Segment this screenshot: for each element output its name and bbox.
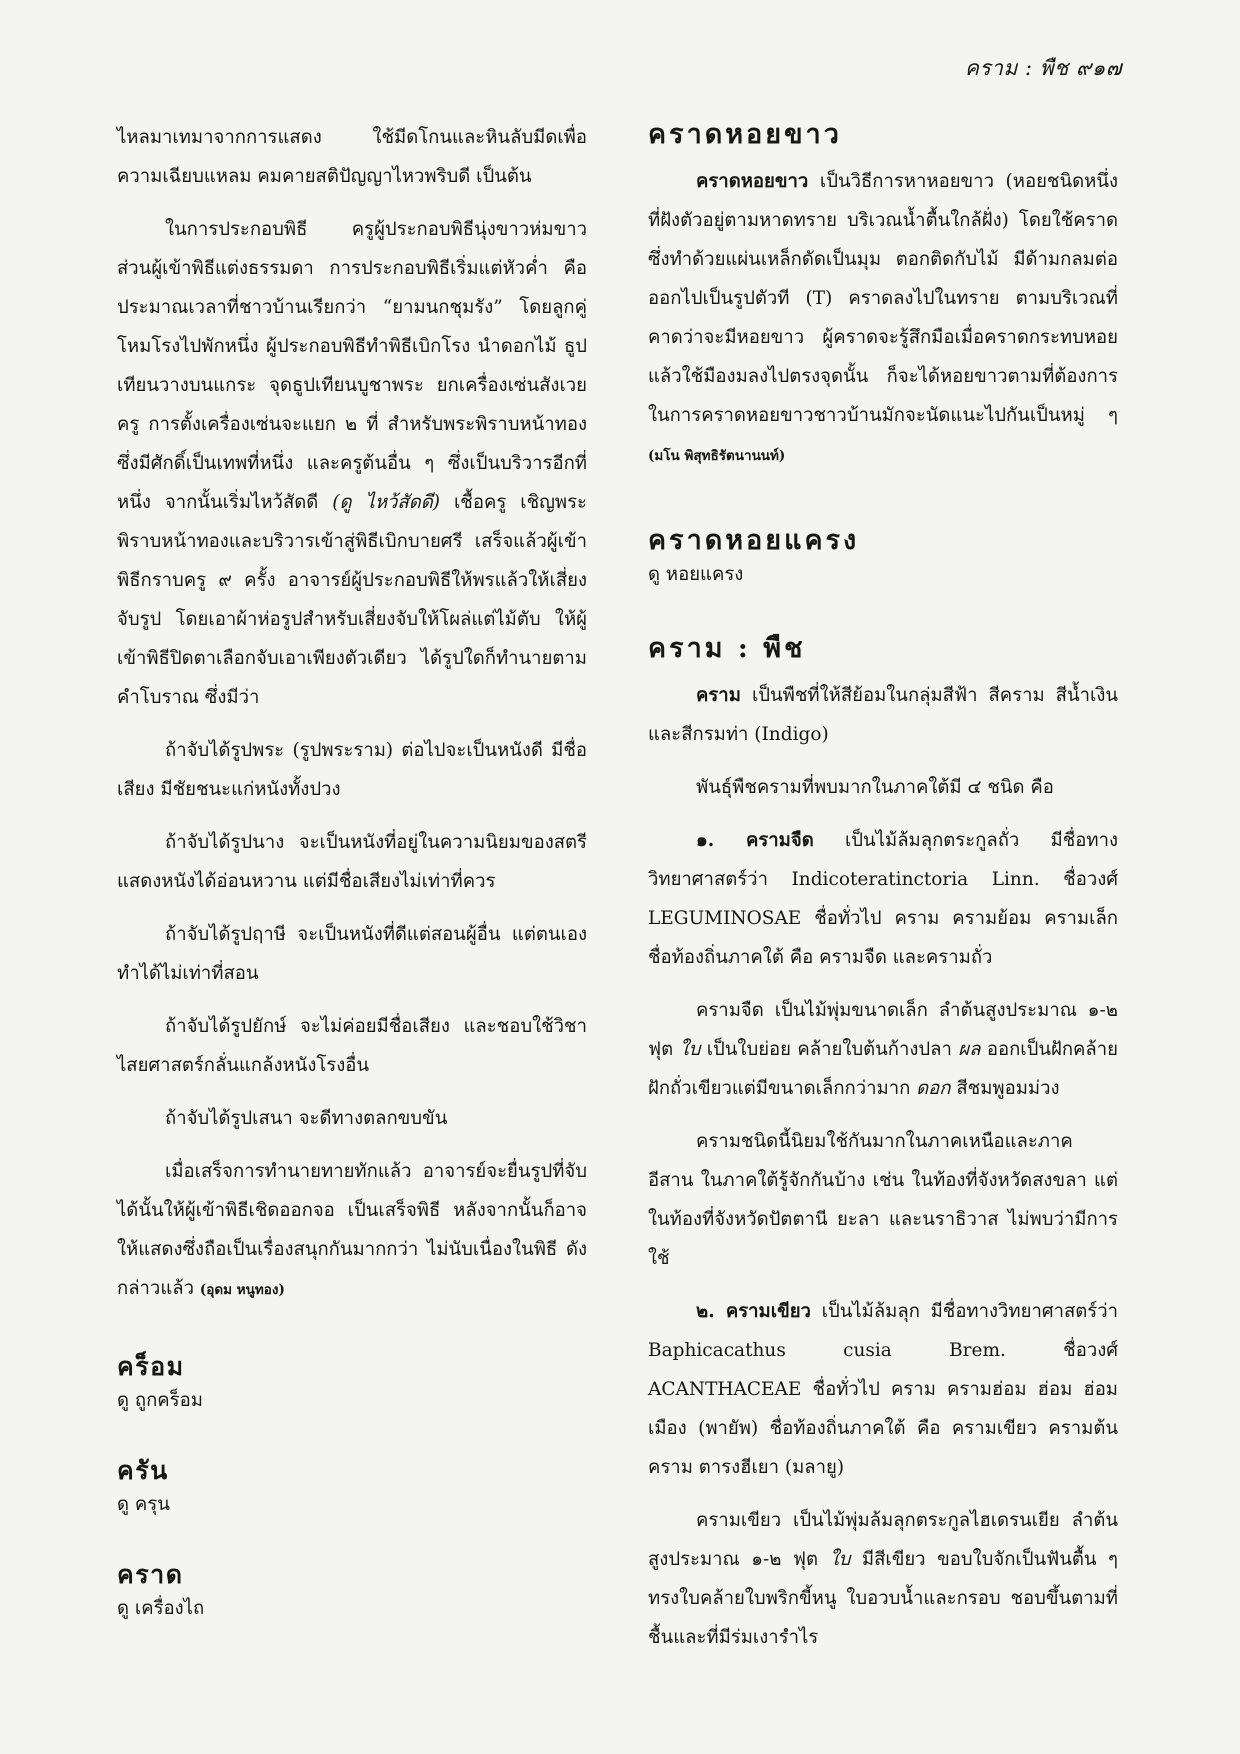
entry-heading-khrat-hoi-khao: คราดหอยขาว bbox=[648, 119, 842, 150]
paragraph: ถ้าจับได้รูปยักษ์ จะไม่ค่อยมีชื่อเสียง และชอบใช้วิชาไสยศาสตร์กลั่นแกล้งหนังโรงอื่น bbox=[117, 1016, 587, 1076]
see-also: ดู หอยแครง bbox=[648, 564, 744, 585]
paragraph: ๑. ครามจืด เป็นไม้ล้มลุกตระกูลถั่ว มีชื่อทางวิทยาศาสตร์ว่า Indicoteratinctoria Linn. ชื่อวงศ์ LEGUMINOSAE ชื่อทั่วไป คราม ครามย้อม ครามเล็ก ชื่อท้องถิ่นภาคใต้ คือ ครามจืด และครามถั่ว bbox=[648, 830, 1118, 968]
paragraph: พันธุ์พืชครามที่พบมากในภาคใต้มี ๔ ชนิด คือ bbox=[696, 777, 1054, 798]
entry-heading-krat: คราด bbox=[117, 1560, 184, 1589]
entry-term: คราม bbox=[696, 685, 741, 706]
right-column bbox=[648, 118, 1118, 1671]
left-column bbox=[117, 118, 587, 1626]
paragraph: ครามเขียว เป็นไม้พุ่มล้มลุกตระกูลไฮเดรนเยีย ลำต้นสูงประมาณ ๑-๒ ฟุต ใบ มีสีเขียว ขอบใบจักเป็นฟันตื้น ๆ ทรงใบคล้ายใบพริกขี้หนู ใบอวบน้ำและกรอบ ชอบขึ้นตามที่ชื้นและที่มีร่มเงารำไร bbox=[648, 1510, 1118, 1648]
cross-reference: (ดู ไหว้สัดดี) bbox=[332, 492, 440, 513]
entry-term: ๒. ครามเขียว bbox=[696, 1301, 811, 1322]
paragraph: ถ้าจับได้รูปนาง จะเป็นหนังที่อยู่ในความนิยมของสตรี แสดงหนังได้อ่อนหวาน แต่มีชื่อเสียงไม่เท่าที่ควร bbox=[117, 832, 587, 892]
paragraph: ไหลมาเทมาจากการแสดง ใช้มีดโกนและหินลับมีดเพื่อความเฉียบแหลม คมคายสติปัญญาไหวพริบดี เป็นต้น bbox=[117, 127, 587, 187]
paragraph: ในการประกอบพิธี ครูผู้ประกอบพิธีนุ่งขาวห่มขาว ส่วนผู้เข้าพิธีแต่งธรรมดา การประกอบพิธีเริ่มแต่หัวค่ำ คือ ประมาณเวลาที่ชาวบ้านเรียกว่า “ยามนกชุมรัง” โดยลูกคู่โหมโรงไปพักหนึ่ง ผู้ประกอบพิธีทำพิธีเบิกโรง นำดอกไม้ ธูปเทียนวางบนแกระ จุดธูปเทียนบูชาพระ ยกเครื่องเซ่นสังเวยครู การตั้งเครื่องเซ่นจะแยก ๒ ที่ สำหรับพระพิราบหน้าทองซึ่งมีศักดิ์เป็นเทพที่หนึ่ง และครูต้นอื่น ๆ ซึ่งเป็นบริวารอีกที่หนึ่ง จากนั้นเริ่มไหว้สัดดี (ดู ไหว้สัดดี) เชื้อครู เชิญพระพิราบหน้าทองและบริวารเข้าสู่พิธีเบิกบายศรี เสร็จแล้วผู้เข้าพิธีกราบครู ๙ ครั้ง อาจารย์ผู้ประกอบพิธีให้พรแล้วให้เสี่ยงจับรูป โดยเอาผ้าห่อรูปสำหรับเสี่ยงจับให้โผล่แต่ไม้ตับ ให้ผู้เข้าพิธีปิดตาเลือกจับเอาเพียงตัวเดียว ได้รูปใดก็ทำนายตามคำโบราณ ซึ่งมีว่า bbox=[117, 219, 587, 708]
paragraph: ถ้าจับได้รูปพระ (รูปพระราม) ต่อไปจะเป็นหนังดี มีชื่อเสียง มีชัยชนะแก่หนังทั้งปวง bbox=[117, 740, 587, 800]
entry-heading-khrat-hoi-khraeng: คราดหอยแครง bbox=[648, 525, 860, 556]
entry-term: ๑. ครามจืด bbox=[696, 830, 814, 851]
paragraph: เมื่อเสร็จการทำนายทายทักแล้ว อาจารย์จะยื่นรูปที่จับได้นั้นให้ผู้เข้าพิธีเชิดออกจอ เป็นเสร็จพิธี หลังจากนั้นก็อาจให้แสดงซึ่งถือเป็นเรื่องสนุกกันมากกว่า ไม่นับเนื่องในพิธี ดังกล่าวแล้ว (อุดม หนูทอง) bbox=[117, 1161, 587, 1299]
paragraph: ๒. ครามเขียว เป็นไม้ล้มลุก มีชื่อทางวิทยาศาสตร์ว่า Baphicacathus cusia Brem. ชื่อวงศ์ ACANTHACEAE ชื่อทั่วไป คราม ครามฮ่อม ฮ่อม ฮ่อมเมือง (พายัพ) ชื่อท้องถิ่นภาคใต้ คือ ครามเขียว ครามต้น คราม ตารงฮีเยา (มลายู) bbox=[648, 1301, 1119, 1478]
paragraph: ครามจืด เป็นไม้พุ่มขนาดเล็ก ลำต้นสูงประมาณ ๑-๒ ฟุต ใบ เป็นใบย่อย คล้ายใบต้นก้างปลา ผล ออกเป็นฝักคล้ายฝักถั่วเขียวแต่มีขนาดเล็กกว่ามาก ดอก สีชมพูอมม่วง bbox=[648, 1000, 1118, 1099]
paragraph: คราดหอยขาว เป็นวิธีการหาหอยขาว (หอยชนิดหนึ่งที่ฝังตัวอยู่ตามหาดทราย บริเวณน้ำตื้นใกล้ฝั่ง) โดยใช้คราดซึ่งทำด้วยแผ่นเหล็กดัดเป็นมุม ตอกติดกับไม้ มีด้ามกลมต่อออกไปเป็นรูปตัวที (T) คราดลงไปในทราย ตามบริเวณที่คาดว่าจะมีหอยขาว ผู้คราดจะรู้สึกมือเมื่อคราดกระทบหอย แล้วใช้มืองมลงไปตรงจุดนั้น ก็จะได้หอยขาวตามที่ต้องการ ในการคราดหอยขาวชาวบ้านมักจะนัดแนะไปกันเป็นหมู่ ๆ (มโน พิสุทธิรัตนานนท์) bbox=[648, 171, 1118, 464]
entry-term: คราดหอยขาว bbox=[696, 171, 809, 192]
author-byline: (อุดม หนูทอง) bbox=[199, 1282, 285, 1298]
see-also: ดู ถูกคร็อม bbox=[117, 1390, 203, 1411]
paragraph: ถ้าจับได้รูปฤาษี จะเป็นหนังที่ดีแต่สอนผู้อื่น แต่ตนเองทำได้ไม่เท่าที่สอน bbox=[117, 924, 587, 984]
running-header: คราม : พืช ๙๑๗ bbox=[964, 56, 1122, 80]
paragraph: ครามชนิดนี้นิยมใช้กันมากในภาคเหนือและภาคอีสาน ในภาคใต้รู้จักกันบ้าง เช่น ในท้องที่จังหวัดสงขลา แต่ในท้องที่จังหวัดปัตตานี ยะลา และนราธิวาส ไม่พบว่ามีการใช้ bbox=[648, 1131, 1118, 1269]
entry-heading-khram-phuet: คราม : พืช bbox=[648, 633, 806, 664]
see-also: ดู เครื่องไถ bbox=[117, 1598, 205, 1619]
entry-heading-krom: คร็อม bbox=[117, 1352, 185, 1381]
paragraph: คราม เป็นพืชที่ให้สีย้อมในกลุ่มสีฟ้า สีคราม สีน้ำเงินและสีกรมท่า (Indigo) bbox=[648, 685, 1118, 745]
author-byline: (มโน พิสุทธิรัตนานนท์) bbox=[648, 448, 786, 464]
paragraph: ถ้าจับได้รูปเสนา จะดีทางตลกขบขัน bbox=[165, 1108, 448, 1129]
entry-heading-kran: ครัน bbox=[117, 1456, 169, 1485]
see-also: ดู ครุน bbox=[117, 1494, 170, 1515]
